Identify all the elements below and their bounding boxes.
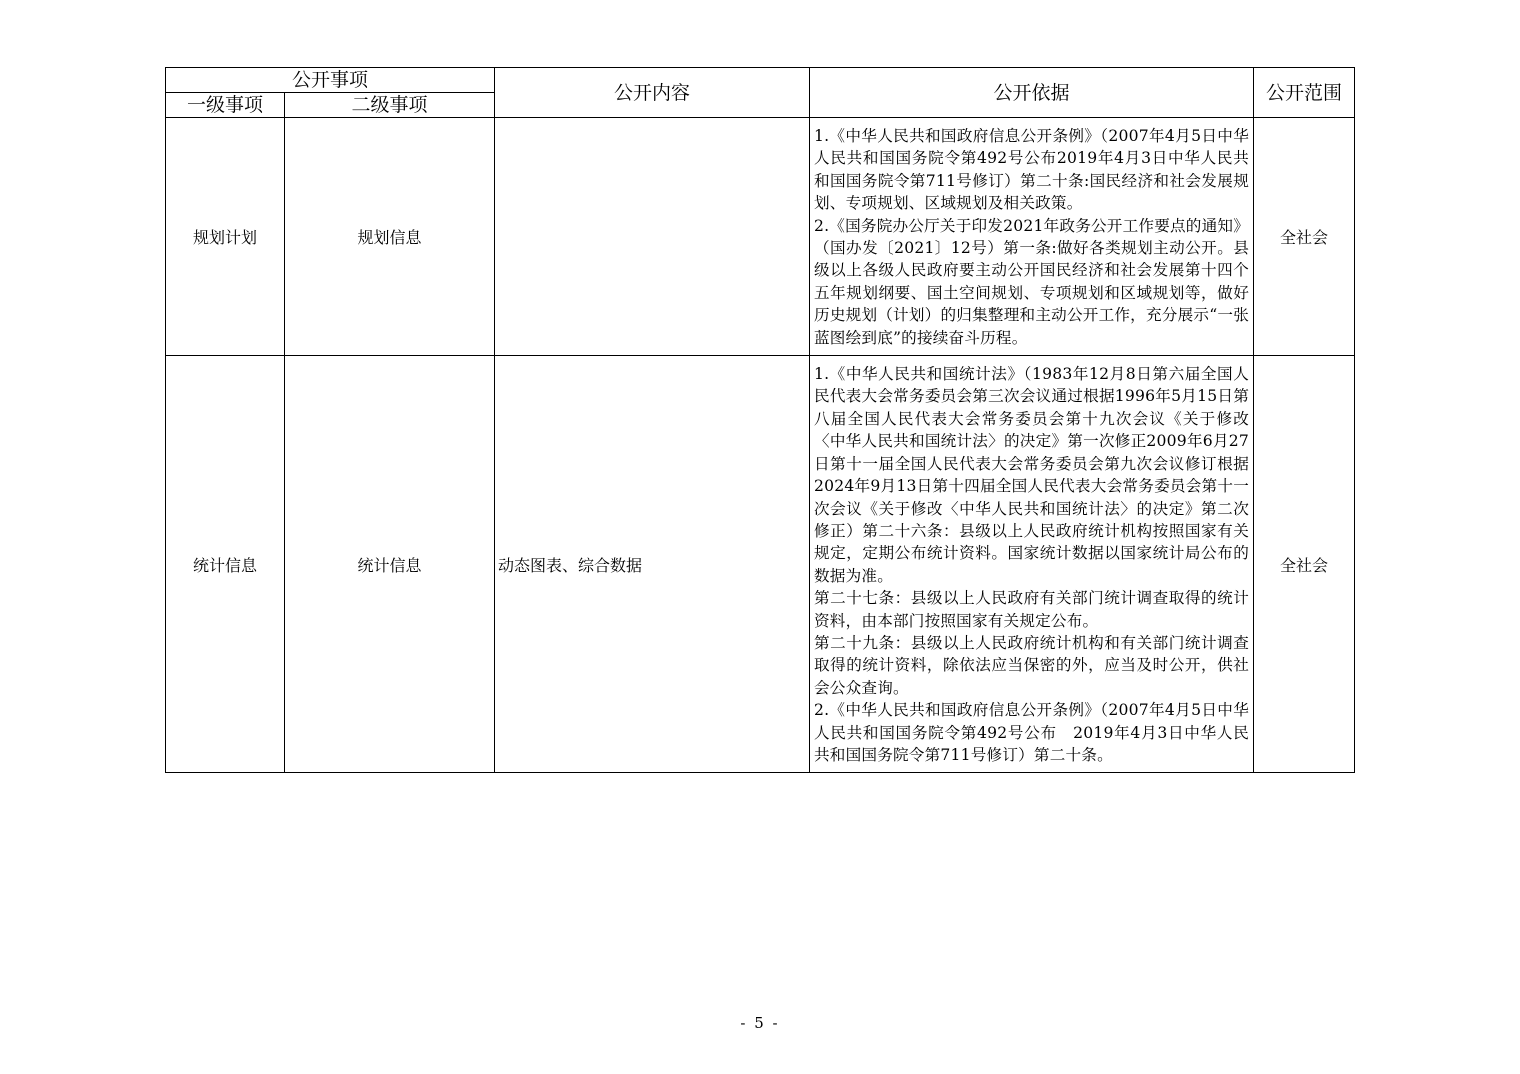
row-basis [810,356,1254,773]
basis-paragraph: 1.《中华人民共和国统计法》（1983年12月8日第六届全国人民代表大会常务委员会第三次会议通过根据1996年5月15日第八届全国人民代表大会常务委员会第十九次会议《关于修改〈中华人民共和国统计法〉的决定》第一次修正2009年6月27日第十一届全国人民代表大会常务委员会第九次会议修订根据2024年9月13日第十四届全国人民代表大会常务委员会第十一次会议《关于修改〈中华人民共和国统计法〉的决定》第二次修正）第二十六条：县级以上人民政府统计机构按照国家有关规定，定期公布统计资料。国家统计数据以国家统计局公布的数据为准。 [814,365,1250,585]
basis-paragraph: 第二十九条：县级以上人民政府统计机构和有关部门统计调查取得的统计资料，除依法应当保密的外，应当及时公开，供社会公众查询。 [814,633,1250,697]
header-public-items: 公开事项 [166,68,495,93]
basis-paragraph: 2.《国务院办公厅关于印发2021年政务公开工作要点的通知》（国办发〔2021〕12号）第一条:做好各类规划主动公开。县级以上各级人民政府要主动公开国民经济和社会发展第十四个五年规划纲要、国土空间规划、专项规划和区域规划等，做好历史规划（计划）的归集整理和主动公开工作，充分展示“一张蓝图绘到底”的接续奋斗历程。 [814,216,1250,347]
basis-paragraph: 第二十七条：县级以上人民政府有关部门统计调查取得的统计资料，由本部门按照国家有关规定公布。 [814,589,1250,630]
basis-paragraph: 2.《中华人民共和国政府信息公开条例》（2007年4月5日中华人民共和国国务院令第492号公布 2019年4月3日中华人民共和国国务院令第711号修订）第二十条。 [814,701,1250,764]
row-level1: 规划计划 [166,118,285,356]
row-content: 动态图表、综合数据 [495,356,810,773]
header-scope: 公开范围 [1254,68,1355,118]
row-level2: 规划信息 [285,118,495,356]
row-scope: 全社会 [1254,356,1355,773]
page-number: - 5 - [740,1014,780,1032]
header-level2: 二级事项 [285,93,495,118]
row-content [495,118,810,356]
header-basis: 公开依据 [810,68,1254,118]
header-level1: 一级事项 [166,93,285,118]
row-basis [810,118,1254,356]
row-level2: 统计信息 [285,356,495,773]
disclosure-table [165,67,1355,773]
row-level1: 统计信息 [166,356,285,773]
header-content: 公开内容 [495,68,810,118]
basis-paragraph: 1.《中华人民共和国政府信息公开条例》（2007年4月5日中华人民共和国国务院令第492号公布2019年4月3日中华人民共和国国务院令第711号修订）第二十条:国民经济和社会发展规划、专项规划、区域规划及相关政策。 [814,127,1250,213]
table-row [166,356,1355,773]
row-scope: 全社会 [1254,118,1355,356]
header-row-1 [166,68,1355,93]
table-row [166,118,1355,356]
